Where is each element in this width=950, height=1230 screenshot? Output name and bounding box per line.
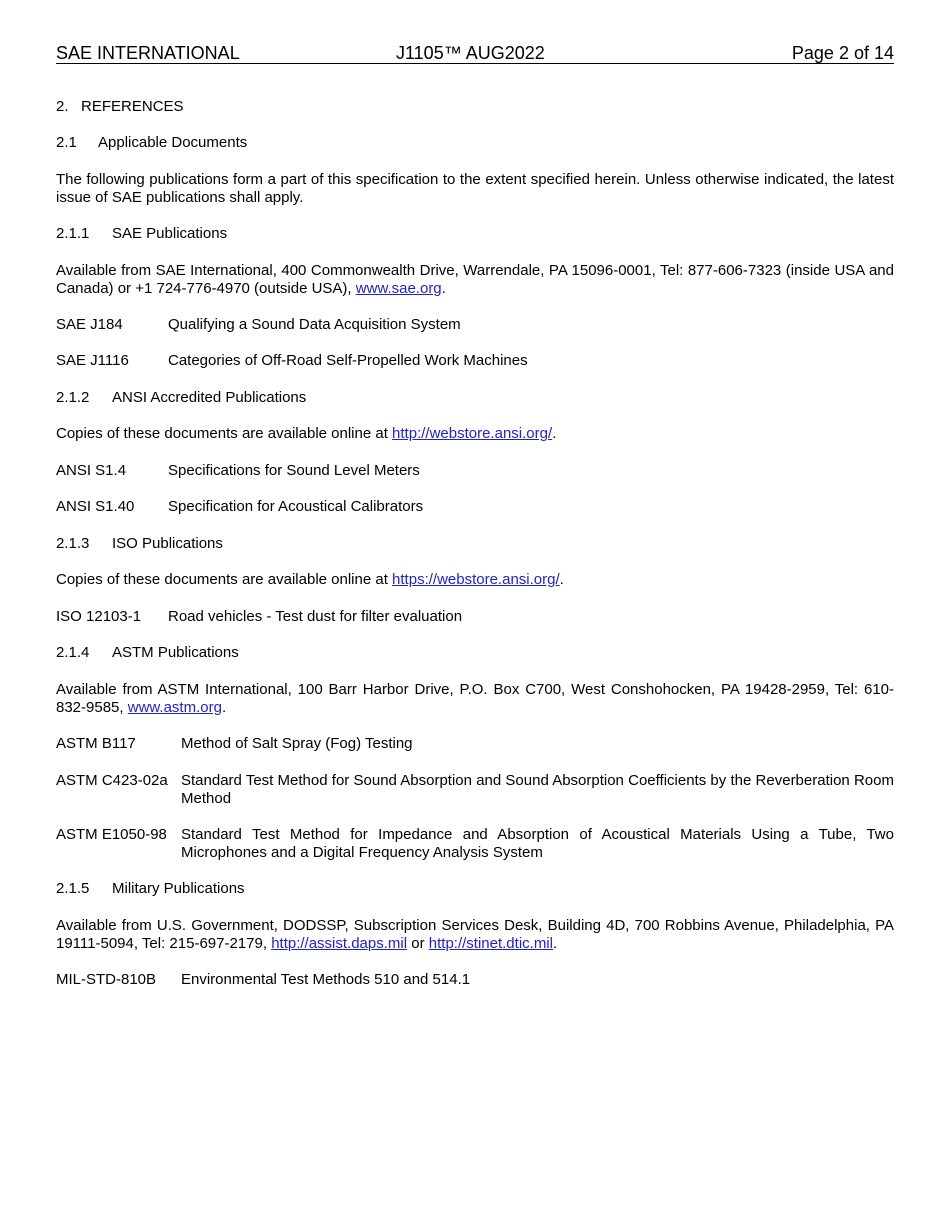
astm-availability-text: Available from ASTM International, 100 Barr Harbor Drive, P.O. Box C700, West Conshohocken, PA 19428-2959, Tel: 610-832-9585, — [56, 681, 894, 716]
subsection-title: ASTM Publications — [112, 644, 239, 661]
subsection-title: Military Publications — [112, 880, 245, 897]
subsection-number: 2.1.3 — [56, 535, 90, 552]
subsection-number: 2.1.4 — [56, 644, 90, 661]
ansi-availability-text: Copies of these documents are available online at — [56, 425, 388, 442]
reference-title: Categories of Off-Road Self-Propelled Work Machines — [168, 352, 528, 369]
reference-code: ISO 12103-1 — [56, 608, 142, 625]
reference-title: Road vehicles - Test dust for filter evaluation — [168, 608, 463, 625]
reference-item — [56, 735, 894, 753]
reference-item — [56, 462, 894, 480]
header-doc-id: J1105™ AUG2022 — [396, 43, 545, 63]
assist-link[interactable]: http://assist.daps.mil — [271, 935, 408, 952]
sae-paragraph: Available from SAE International, 400 Commonwealth Drive, Warrendale, PA 15096-0001, Tel: 877-606-7323 (inside USA and Canada) or +1 724-776-4970 (outside USA), www.sae.org. — [56, 262, 894, 297]
reference-code: ANSI S1.4 — [56, 462, 127, 479]
reference-title: Specification for Acoustical Calibrators — [168, 498, 424, 515]
sae-availability-text: Available from SAE International, 400 Commonwealth Drive, Warrendale, PA 15096-0001, Tel: 877-606-7323 (inside USA and Canada) or +1 724-776-4970 (outside USA), — [56, 262, 894, 297]
reference-code: SAE J1116 — [56, 352, 129, 369]
subsection-heading-astm — [56, 644, 894, 662]
subsection-heading-sae — [56, 225, 894, 243]
subsection-heading-military — [56, 880, 894, 898]
ansi-paragraph: Copies of these documents are available online at http://webstore.ansi.org/. — [56, 425, 557, 442]
reference-title: Environmental Test Methods 510 and 514.1 — [181, 971, 471, 988]
astm-paragraph: Available from ASTM International, 100 Barr Harbor Drive, P.O. Box C700, West Conshohocken, PA 19428-2959, Tel: 610-832-9585, www.astm.org. — [56, 681, 894, 716]
reference-title: Standard Test Method for Sound Absorption and Sound Absorption Coefficients by the Reverberation Room Method — [181, 772, 894, 807]
section-number: 2. — [56, 98, 69, 115]
subsection-heading-iso — [56, 535, 894, 553]
subsection-number: 2.1.1 — [56, 225, 90, 242]
iso-availability-text: Copies of these documents are available online at — [56, 571, 388, 588]
reference-item — [56, 608, 894, 626]
subsection-title: Applicable Documents — [98, 134, 248, 151]
subsection-number: 2.1.2 — [56, 389, 90, 406]
subsection-title: ANSI Accredited Publications — [112, 389, 307, 406]
sae-website-link[interactable]: www.sae.org — [355, 280, 442, 297]
reference-item — [56, 498, 894, 516]
military-availability-text: Available from U.S. Government, DODSSP, Subscription Services Desk, Building 4D, 700 Robbins Avenue, Philadelphia, PA 19111-5094, Tel: 215-697-2179, — [56, 917, 894, 952]
section-title: REFERENCES — [81, 98, 184, 115]
page-header — [56, 43, 894, 64]
reference-code: ASTM C423-02a — [56, 772, 168, 789]
reference-code: MIL-STD-810B — [56, 971, 157, 988]
reference-item — [56, 772, 894, 808]
section-heading — [56, 98, 894, 116]
reference-item — [56, 971, 894, 989]
reference-item — [56, 352, 894, 370]
subsection-title: SAE Publications — [112, 225, 228, 242]
reference-item — [56, 826, 894, 862]
stinet-link[interactable]: http://stinet.dtic.mil — [428, 935, 553, 952]
subsection-heading-ansi — [56, 389, 894, 407]
header-org: SAE INTERNATIONAL — [56, 43, 240, 63]
reference-code: ANSI S1.40 — [56, 498, 135, 515]
iso-paragraph: Copies of these documents are available online at https://webstore.ansi.org/. — [56, 571, 564, 588]
ansi-webstore-link[interactable]: http://webstore.ansi.org/ — [392, 425, 553, 442]
subsection-number: 2.1.5 — [56, 880, 90, 897]
reference-title: Specifications for Sound Level Meters — [168, 462, 420, 479]
reference-code: ASTM E1050-98 — [56, 826, 167, 843]
reference-title: Method of Salt Spray (Fog) Testing — [181, 735, 413, 752]
reference-title: Qualifying a Sound Data Acquisition System — [168, 316, 461, 333]
subsection-heading-applicable — [56, 134, 894, 152]
header-page-number: Page 2 of 14 — [791, 43, 894, 63]
reference-item — [56, 316, 894, 334]
astm-website-link[interactable]: www.astm.org — [127, 699, 222, 716]
reference-code: SAE J184 — [56, 316, 123, 333]
applicable-paragraph: The following publications form a part of this specification to the extent specified herein. Unless otherwise indicated, the latest issue of SAE publications shall apply. — [56, 171, 894, 206]
subsection-title: ISO Publications — [112, 535, 223, 552]
reference-code: ASTM B117 — [56, 735, 136, 752]
subsection-number: 2.1 — [56, 134, 77, 151]
reference-title: Standard Test Method for Impedance and Absorption of Acoustical Materials Using a Tube, Two Microphones and a Digital Frequency Analysis System — [181, 826, 894, 861]
iso-webstore-link[interactable]: https://webstore.ansi.org/ — [392, 571, 560, 588]
military-paragraph: Available from U.S. Government, DODSSP, Subscription Services Desk, Building 4D, 700 Robbins Avenue, Philadelphia, PA 19111-5094, Tel: 215-697-2179, http://assist.daps.mil or http://stinet.dtic.mil. — [56, 917, 894, 952]
or-text: or — [411, 935, 425, 952]
